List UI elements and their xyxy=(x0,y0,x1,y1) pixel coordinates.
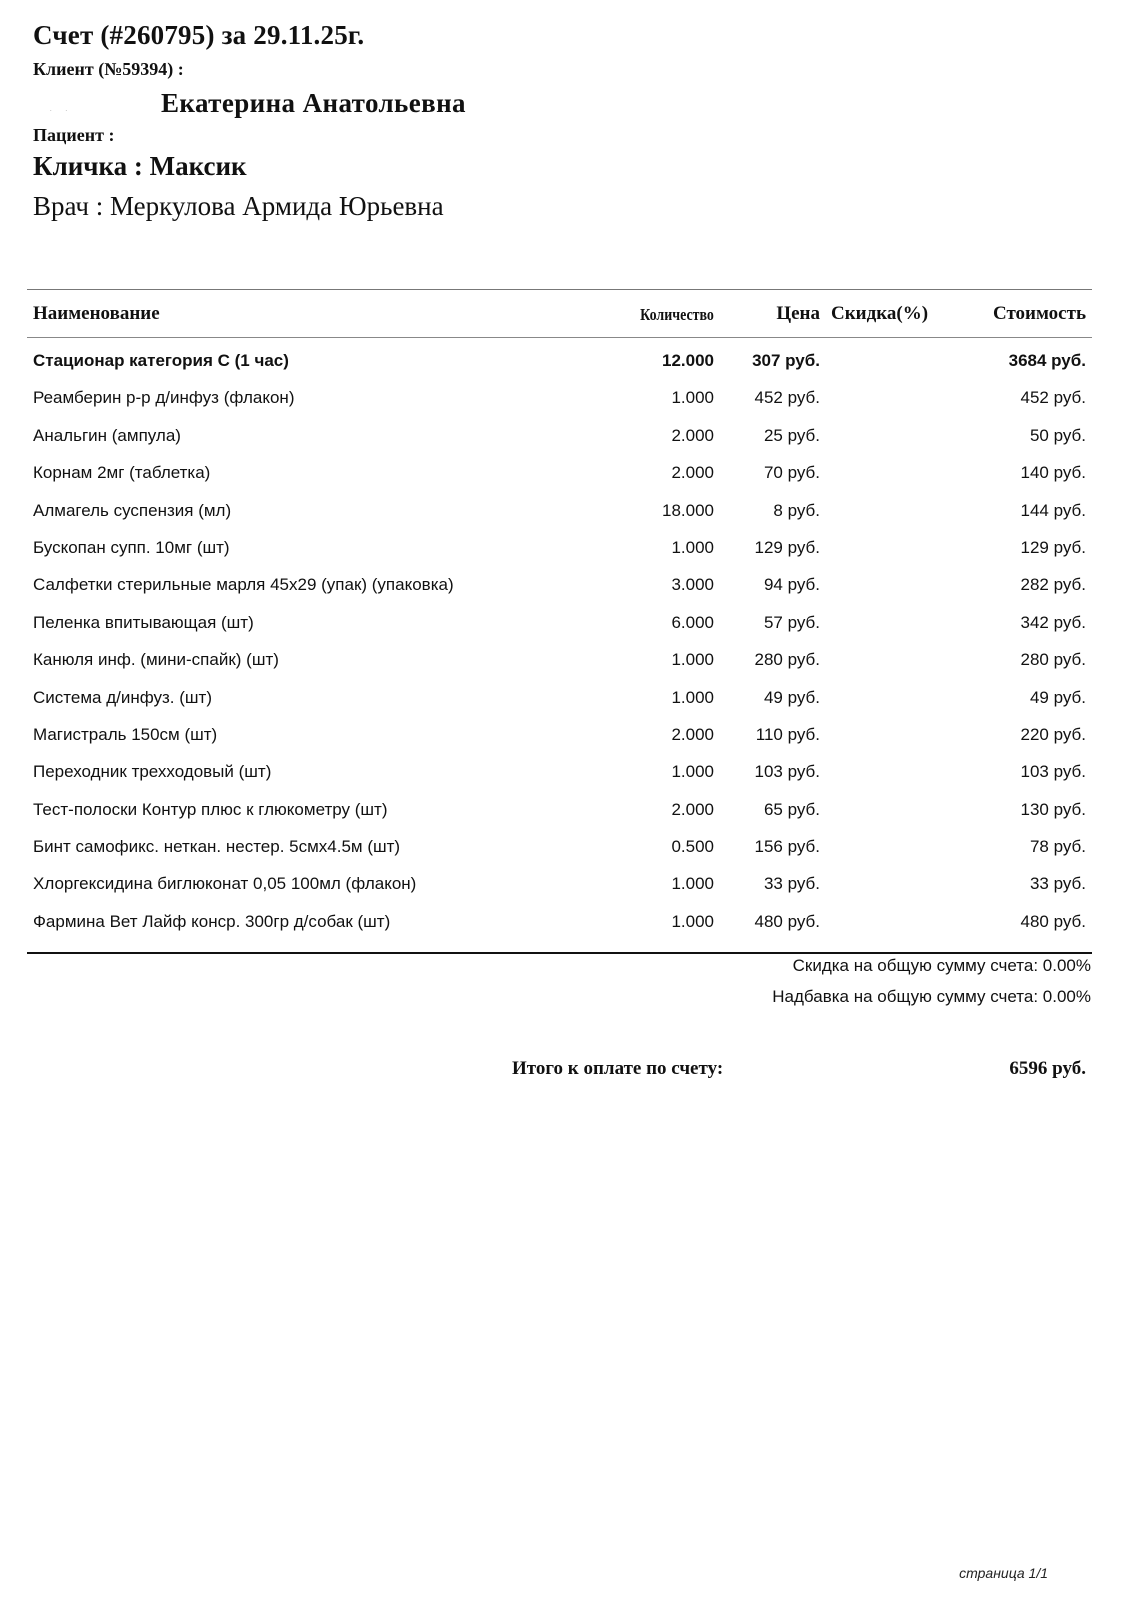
item-price: 33 руб. xyxy=(763,874,820,894)
item-cost: 220 руб. xyxy=(1020,724,1086,744)
item-cost: 130 руб. xyxy=(1020,799,1086,819)
item-price: 129 руб. xyxy=(754,537,820,557)
item-name: Переходник трехходовый (шт) xyxy=(33,762,272,782)
item-quantity: 1.000 xyxy=(671,687,714,707)
item-price: 65 руб. xyxy=(763,799,820,819)
table-row xyxy=(27,685,1092,722)
table-row xyxy=(27,722,1092,759)
item-price: 103 руб. xyxy=(754,762,820,782)
total-label: Итого к оплате по счету: xyxy=(512,1058,724,1079)
item-cost: 452 руб. xyxy=(1020,388,1086,408)
table-row xyxy=(27,460,1092,497)
item-name: Бускопан супп. 10мг (шт) xyxy=(33,537,230,557)
item-cost: 144 руб. xyxy=(1020,500,1086,520)
item-name: Канюля инф. (мини-спайк) (шт) xyxy=(33,650,279,670)
item-name: Хлоргексидина биглюконат 0,05 100мл (флакон) xyxy=(33,874,417,894)
column-header-cost: Стоимость xyxy=(992,303,1086,324)
item-cost: 50 руб. xyxy=(1029,425,1086,445)
table-row xyxy=(27,535,1092,572)
item-name: Стационар категория С (1 час) xyxy=(33,351,289,370)
item-quantity: 0.500 xyxy=(671,837,714,857)
item-quantity: 3.000 xyxy=(671,575,714,595)
doctor-name: Врач : Меркулова Армида Юрьевна xyxy=(33,191,444,221)
table-row xyxy=(27,610,1092,647)
item-price: 110 руб. xyxy=(755,724,820,744)
item-name: Салфетки стерильные марля 45х29 (упак) (упаковка) xyxy=(33,575,454,595)
table-row xyxy=(27,348,1092,385)
column-header-quantity: Количество xyxy=(640,305,714,324)
item-quantity: 1.000 xyxy=(671,388,714,408)
table-row xyxy=(27,498,1092,535)
item-cost: 33 руб. xyxy=(1029,874,1086,894)
item-cost: 480 руб. xyxy=(1020,911,1086,931)
item-price: 452 руб. xyxy=(754,388,820,408)
table-body xyxy=(27,348,1092,946)
item-price: 280 руб. xyxy=(754,650,820,670)
item-name: Фармина Вет Лайф конср. 300гр д/собак (шт) xyxy=(33,911,391,931)
item-name: Пеленка впитывающая (шт) xyxy=(33,612,254,632)
table-row xyxy=(27,909,1092,946)
item-quantity: 1.000 xyxy=(671,762,714,782)
table-bottom-divider xyxy=(27,952,1092,954)
item-cost: 103 руб. xyxy=(1020,762,1086,782)
item-price: 57 руб. xyxy=(763,612,820,632)
column-header-price: Цена xyxy=(776,303,820,324)
item-price: 49 руб. xyxy=(763,687,820,707)
table-row xyxy=(27,797,1092,834)
item-quantity: 2.000 xyxy=(671,425,714,445)
client-redacted-surname: . . xyxy=(50,107,74,113)
item-cost: 78 руб. xyxy=(1029,837,1086,857)
item-price: 480 руб. xyxy=(754,911,820,931)
item-name: Алмагель суспензия (мл) xyxy=(33,500,232,520)
item-price: 8 руб. xyxy=(773,500,820,520)
column-header-discount: Скидка(%) xyxy=(831,303,929,324)
table-row xyxy=(27,759,1092,796)
item-quantity: 1.000 xyxy=(671,874,714,894)
invoice-discount-line: Скидка на общую сумму счета: 0.00% xyxy=(792,956,1091,975)
client-name: Екатерина Анатольевна xyxy=(161,88,466,118)
item-price: 94 руб. xyxy=(763,575,820,595)
page-number: страница 1/1 xyxy=(959,1565,1048,1581)
pet-name: Кличка : Максик xyxy=(33,151,247,181)
item-cost: 342 руб. xyxy=(1020,612,1086,632)
invoice-table xyxy=(27,289,1092,954)
item-price: 156 руб. xyxy=(754,837,820,857)
item-name: Реамберин р-р д/инфуз (флакон) xyxy=(33,388,295,408)
item-quantity: 1.000 xyxy=(671,537,714,557)
item-quantity: 1.000 xyxy=(671,650,714,670)
item-cost: 282 руб. xyxy=(1020,575,1086,595)
item-cost: 49 руб. xyxy=(1029,687,1086,707)
item-quantity: 2.000 xyxy=(671,463,714,483)
patient-label: Пациент : xyxy=(33,125,115,145)
table-row xyxy=(27,572,1092,609)
table-row xyxy=(27,423,1092,460)
table-row xyxy=(27,871,1092,908)
table-row xyxy=(27,385,1092,422)
item-name: Бинт самофикс. неткан. нестер. 5смх4.5м (шт) xyxy=(33,837,401,857)
item-name: Анальгин (ампула) xyxy=(33,425,181,445)
item-name: Тест-полоски Контур плюс к глюкометру (шт) xyxy=(33,799,388,819)
table-row xyxy=(27,647,1092,684)
item-price: 307 руб. xyxy=(752,351,820,370)
invoice-markup-line: Надбавка на общую сумму счета: 0.00% xyxy=(772,987,1091,1006)
table-header-divider xyxy=(27,337,1092,338)
client-label: Клиент (№59394) : xyxy=(33,59,184,79)
item-name: Корнам 2мг (таблетка) xyxy=(33,463,211,483)
item-name: Система д/инфуз. (шт) xyxy=(33,687,212,707)
item-quantity: 12.000 xyxy=(662,351,714,370)
item-cost: 3684 руб. xyxy=(1008,351,1086,370)
item-quantity: 2.000 xyxy=(671,799,714,819)
item-quantity: 1.000 xyxy=(671,911,714,931)
total-value: 6596 руб. xyxy=(1009,1058,1086,1079)
column-header-name: Наименование xyxy=(33,303,160,324)
item-quantity: 6.000 xyxy=(671,612,714,632)
invoice-title: Счет (#260795) за 29.11.25г. xyxy=(33,20,365,50)
item-cost: 140 руб. xyxy=(1020,463,1086,483)
item-cost: 129 руб. xyxy=(1020,537,1086,557)
table-row xyxy=(27,834,1092,871)
item-quantity: 2.000 xyxy=(671,724,714,744)
table-header xyxy=(27,290,1092,337)
item-cost: 280 руб. xyxy=(1020,650,1086,670)
item-price: 25 руб. xyxy=(763,425,820,445)
item-quantity: 18.000 xyxy=(662,500,714,520)
item-name: Магистраль 150см (шт) xyxy=(33,724,218,744)
item-price: 70 руб. xyxy=(763,463,820,483)
